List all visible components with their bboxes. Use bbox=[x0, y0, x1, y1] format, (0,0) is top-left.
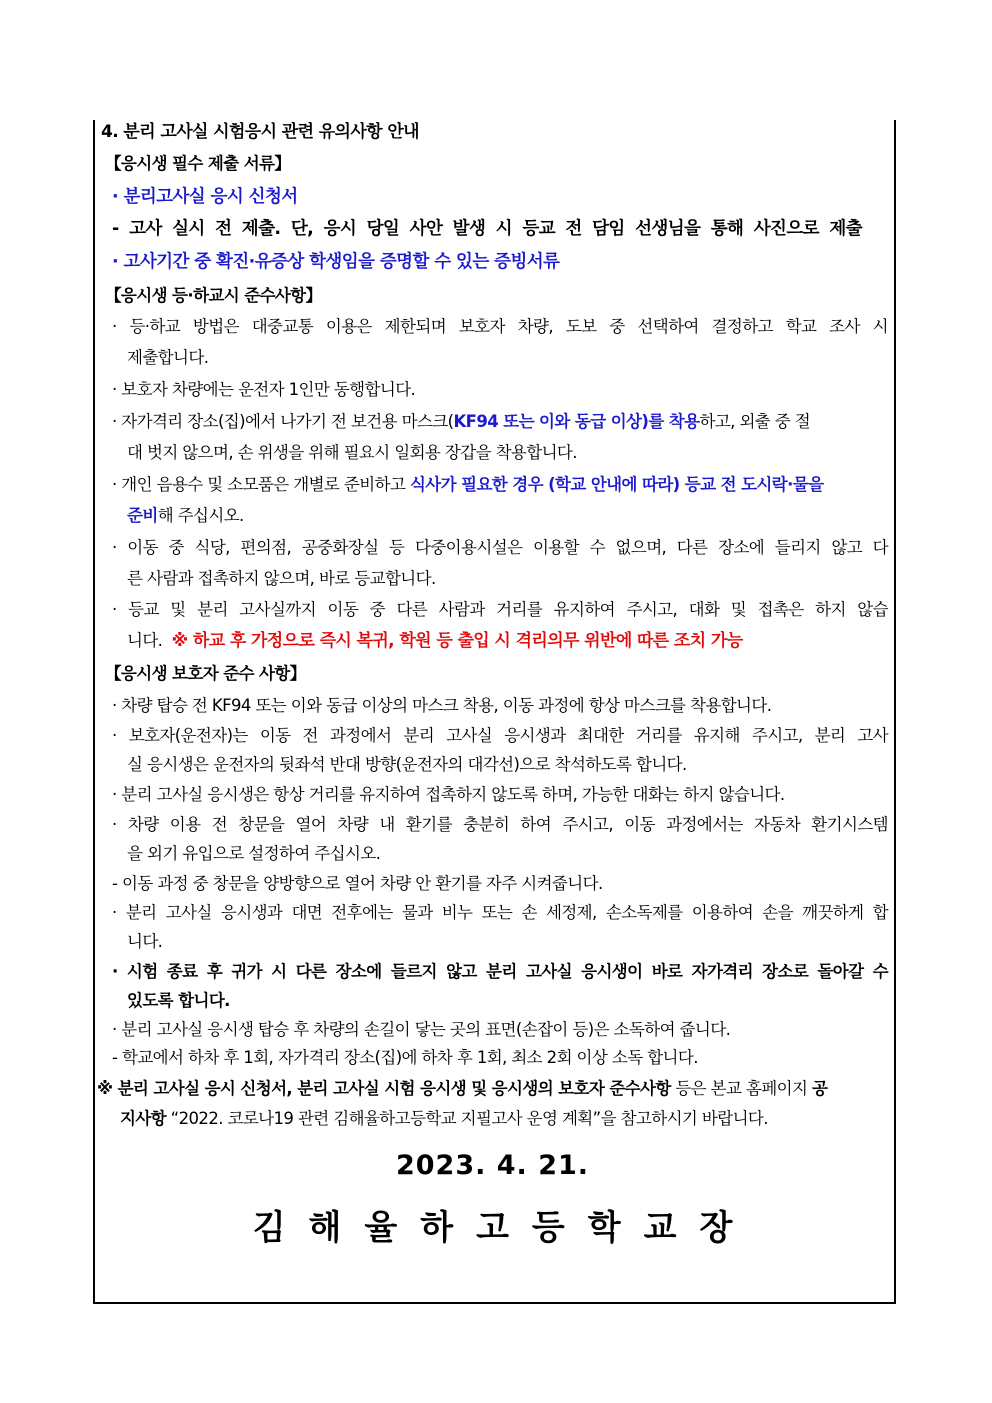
guardian-rule-2-cont: 실 응시생은 운전자의 뒷좌석 반대 방향(운전자의 대각선)으로 착석하도록 합니다. bbox=[127, 755, 687, 774]
homepage-notice-cont bbox=[120, 1109, 768, 1129]
notice-bold-1: ※ 분리 고사실 응시 신청서, 분리 고사실 시험 응시생 및 응시생의 보호자 준수사항 bbox=[97, 1079, 671, 1098]
commute-rule-6: · 등교 및 분리 고사실까지 이동 중 다른 사람과 거리를 유지하여 주시고, 대화 및 접촉은 하지 않습 bbox=[112, 600, 888, 619]
required-doc-note: - 고사 실시 전 제출. 단, 응시 당일 사안 발생 시 등교 전 담임 선생님을 통해 사진으로 제출 bbox=[112, 219, 862, 239]
homepage-notice bbox=[97, 1079, 889, 1099]
commute-rule-3-cont: 대 벗지 않으며, 손 위생을 위해 필요시 일회용 장갑을 착용합니다. bbox=[127, 443, 577, 462]
commute-rule-3-mask: KF94 또는 이와 동급 이상)를 착용 bbox=[453, 412, 700, 431]
commute-rule-4-post: 해 주십시오. bbox=[157, 506, 244, 525]
commute-rule-6-end: 니다. bbox=[127, 631, 163, 650]
commute-rule-6-cont bbox=[127, 631, 743, 651]
guardian-rule-4: · 차량 이용 전 창문을 열어 차량 내 환기를 충분히 하여 주시고, 이동 과정에서는 자동차 환기시스템 bbox=[112, 815, 888, 834]
notice-normal-1: 등은 본교 홈페이지 bbox=[670, 1079, 812, 1098]
commute-rule-3-pre: · 자가격리 장소(집)에서 나가기 전 보건용 마스크( bbox=[112, 412, 454, 431]
notice-line2-bold: 지사항 bbox=[120, 1109, 167, 1128]
commute-rule-4 bbox=[112, 475, 823, 495]
guardian-rules-heading: 【응시생 보호자 준수 사항】 bbox=[105, 664, 306, 683]
guardian-rule-7-note: - 학교에서 하차 후 1회, 자가격리 장소(집)에 하차 후 1회, 최소 2회 이상 소독 합니다. bbox=[112, 1048, 698, 1067]
principal-signature: 김해율하고등학교장 bbox=[252, 1208, 756, 1248]
guardian-rule-6: · 시험 종료 후 귀가 시 다른 장소에 들르지 않고 분리 고사실 응시생이 바로 자가격리 장소로 돌아갈 수 bbox=[112, 962, 888, 981]
required-docs-heading: 【응시생 필수 제출 서류】 bbox=[105, 154, 291, 173]
guardian-rule-4-note: - 이동 과정 중 창문을 양방향으로 열어 차량 안 환기를 자주 시켜줍니다. bbox=[112, 874, 603, 893]
commute-rule-1: · 등·하교 방법은 대중교통 이용은 제한되며 보호자 차량, 도보 중 선택하여 결정하고 학교 조사 시 bbox=[112, 317, 888, 336]
commute-rule-5-cont: 른 사람과 접촉하지 않으며, 바로 등교합니다. bbox=[127, 569, 436, 588]
commute-rule-3-post: 하고, 외출 중 절 bbox=[699, 412, 811, 431]
notice-bold-2: 공 bbox=[812, 1079, 828, 1098]
guardian-rule-4-cont: 을 외기 유입으로 설정하여 주십시오. bbox=[127, 844, 381, 863]
guardian-rule-5-cont: 니다. bbox=[127, 932, 163, 951]
guardian-rule-7: · 분리 고사실 응시생 탑승 후 차량의 손길이 닿는 곳의 표면(손잡이 등)은 소독하여 줍니다. bbox=[112, 1020, 731, 1039]
guardian-rule-2: · 보호자(운전자)는 이동 전 과정에서 분리 고사실 응시생과 최대한 거리를 유지해 주시고, 분리 고사 bbox=[112, 726, 888, 745]
commute-rule-4-pre: · 개인 음용수 및 소모품은 개별로 준비하고 bbox=[112, 475, 410, 494]
guardian-rule-6-cont: 있도록 합니다. bbox=[127, 991, 230, 1010]
commute-rule-4-meal: 식사가 필요한 경우 (학교 안내에 따라) 등교 전 도시락·물을 bbox=[409, 475, 824, 494]
commute-rule-2: · 보호자 차량에는 운전자 1인만 동행합니다. bbox=[112, 380, 416, 399]
guardian-rule-5: · 분리 고사실 응시생과 대면 전후에는 물과 비누 또는 손 세정제, 손소독제를 이용하여 손을 깨끗하게 합 bbox=[112, 903, 888, 922]
warning-text: ※ 하교 후 가정으로 즉시 복귀, 학원 등 출입 시 격리의무 위반에 따른 조치 가능 bbox=[171, 631, 743, 651]
required-doc-proof: · 고사기간 중 확진·유증상 학생임을 증명할 수 있는 증빙서류 bbox=[112, 252, 560, 272]
guardian-rule-3: · 분리 고사실 응시생은 항상 거리를 유지하여 접촉하지 않도록 하며, 가능한 대화는 하지 않습니다. bbox=[112, 785, 785, 804]
commute-rule-1-cont: 제출합니다. bbox=[127, 348, 209, 367]
section-title: 4. 분리 고사실 시험응시 관련 유의사항 안내 bbox=[101, 122, 419, 142]
commute-rule-3 bbox=[112, 412, 888, 432]
commute-rule-4-cont bbox=[127, 506, 244, 526]
commute-rule-4-prepare: 준비 bbox=[127, 506, 158, 525]
commute-rule-5: · 이동 중 식당, 편의점, 공중화장실 등 다중이용시설은 이용할 수 없으며, 다른 장소에 들리지 않고 다 bbox=[112, 538, 888, 557]
document-date: 2023. 4. 21. bbox=[395, 1150, 590, 1181]
notice-line2-normal: “2022. 코로나19 관련 김해율하고등학교 지필고사 운영 계획”을 참고하시기 바랍니다. bbox=[166, 1109, 768, 1128]
guardian-rule-1: · 차량 탑승 전 KF94 또는 이와 동급 이상의 마스크 착용, 이동 과정에 항상 마스크를 착용합니다. bbox=[112, 696, 772, 715]
required-doc-application: · 분리고사실 응시 신청서 bbox=[112, 187, 298, 207]
commute-rules-heading: 【응시생 등·하교시 준수사항】 bbox=[105, 286, 322, 305]
